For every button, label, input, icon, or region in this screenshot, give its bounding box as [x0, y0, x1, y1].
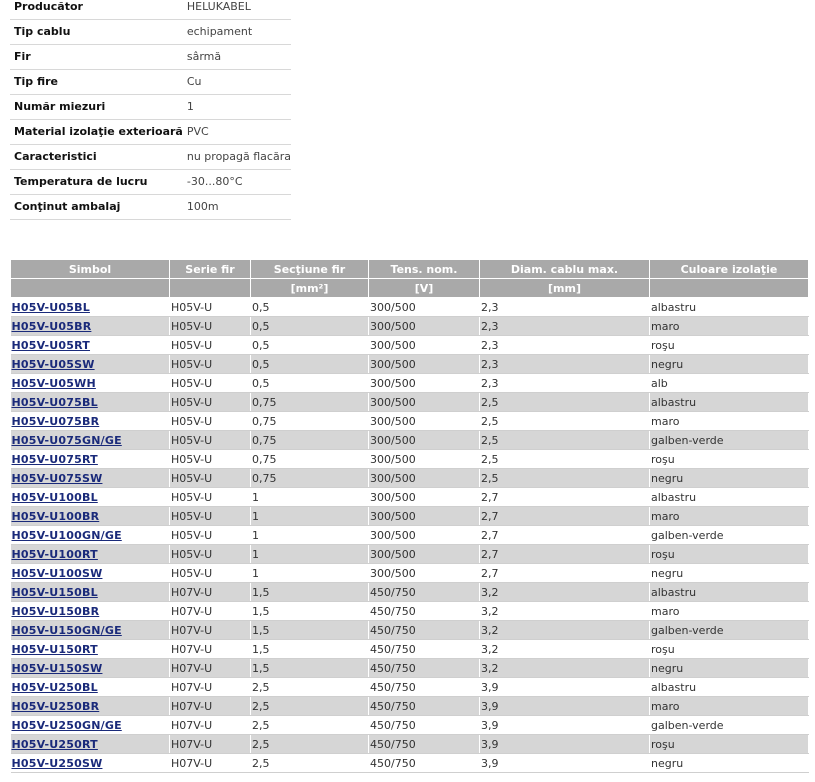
simbol-cell [11, 298, 170, 317]
spec-label: Temperatura de lucru [10, 169, 183, 194]
simbol-cell [11, 469, 170, 488]
diam-cell: 3,9 [480, 716, 650, 735]
simbol-cell [11, 355, 170, 374]
serie-fir-cell: H07V-U [170, 716, 251, 735]
culoare-cell: maro [650, 697, 809, 716]
table-row [11, 374, 809, 393]
simbol-cell [11, 545, 170, 564]
table-row [11, 317, 809, 336]
serie-fir-cell: H05V-U [170, 545, 251, 564]
sectiune-cell: 2,5 [251, 678, 369, 697]
simbol-cell [11, 374, 170, 393]
culoare-cell: maro [650, 602, 809, 621]
diam-cell: 2,5 [480, 393, 650, 412]
spec-value: echipament [183, 19, 291, 44]
spec-table [10, 0, 291, 220]
sectiune-cell: 1 [251, 545, 369, 564]
product-link[interactable]: H05V-U150BL [11, 585, 98, 599]
culoare-cell: albastru [650, 678, 809, 697]
sectiune-cell: 0,5 [251, 374, 369, 393]
tens-nom-cell: 450/750 [369, 716, 480, 735]
diam-cell: 2,5 [480, 431, 650, 450]
serie-fir-cell: H05V-U [170, 431, 251, 450]
tens-nom-cell: 450/750 [369, 659, 480, 678]
sectiune-cell: 2,5 [251, 697, 369, 716]
spec-label: Număr miezuri [10, 94, 183, 119]
simbol-cell [11, 507, 170, 526]
simbol-cell [11, 640, 170, 659]
serie-fir-cell: H07V-U [170, 602, 251, 621]
sectiune-cell: 1,5 [251, 659, 369, 678]
serie-fir-cell: H05V-U [170, 488, 251, 507]
spec-value: PVC [183, 119, 291, 144]
diam-cell: 2,3 [480, 374, 650, 393]
diam-cell: 2,3 [480, 355, 650, 374]
sectiune-cell: 1 [251, 488, 369, 507]
tens-nom-cell: 450/750 [369, 697, 480, 716]
tens-nom-cell: 300/500 [369, 298, 480, 317]
sectiune-cell: 1,5 [251, 621, 369, 640]
product-link[interactable]: H05V-U100RT [11, 547, 98, 561]
tens-nom-cell: 450/750 [369, 640, 480, 659]
simbol-cell [11, 317, 170, 336]
sectiune-cell: 1,5 [251, 583, 369, 602]
serie-fir-cell: H07V-U [170, 659, 251, 678]
product-link[interactable]: H05V-U150GN/GE [11, 623, 122, 637]
serie-fir-cell: H07V-U [170, 621, 251, 640]
table-row [11, 678, 809, 697]
tens-nom-cell: 300/500 [369, 393, 480, 412]
tens-nom-cell: 300/500 [369, 336, 480, 355]
sectiune-cell: 0,75 [251, 412, 369, 431]
spec-row [10, 44, 291, 69]
diam-cell: 3,2 [480, 621, 650, 640]
unit-tens-nom: [V] [369, 279, 480, 298]
sectiune-cell: 0,5 [251, 317, 369, 336]
diam-cell: 3,2 [480, 583, 650, 602]
culoare-cell: albastru [650, 298, 809, 317]
table-row [11, 488, 809, 507]
diam-cell: 2,7 [480, 526, 650, 545]
culoare-cell: negru [650, 754, 809, 773]
column-header-diam-cablu[interactable]: Diam. cablu max. [480, 260, 650, 279]
diam-cell: 2,7 [480, 545, 650, 564]
sectiune-cell: 1,5 [251, 640, 369, 659]
tens-nom-cell: 450/750 [369, 678, 480, 697]
product-link[interactable]: H05V-U05BL [11, 300, 90, 314]
tens-nom-cell: 300/500 [369, 545, 480, 564]
product-link[interactable]: H05V-U075GN/GE [11, 433, 122, 447]
sectiune-cell: 0,75 [251, 450, 369, 469]
table-row [11, 640, 809, 659]
product-link[interactable]: H05V-U100GN/GE [11, 528, 122, 542]
sectiune-cell: 2,5 [251, 716, 369, 735]
table-row [11, 450, 809, 469]
product-link[interactable]: H05V-U250RT [11, 737, 98, 751]
simbol-cell [11, 450, 170, 469]
spec-value: -30...80°C [183, 169, 291, 194]
spec-label: Fir [10, 44, 183, 69]
serie-fir-cell: H07V-U [170, 583, 251, 602]
tens-nom-cell: 450/750 [369, 621, 480, 640]
product-link[interactable]: H05V-U150RT [11, 642, 98, 656]
sectiune-cell: 0,75 [251, 431, 369, 450]
culoare-cell: maro [650, 507, 809, 526]
simbol-cell [11, 583, 170, 602]
spec-value: nu propagă flacăra [183, 144, 291, 169]
spec-value: 100m [183, 194, 291, 219]
table-row [11, 621, 809, 640]
diam-cell: 2,5 [480, 412, 650, 431]
culoare-cell: negru [650, 659, 809, 678]
culoare-cell: roşu [650, 545, 809, 564]
serie-fir-cell: H05V-U [170, 450, 251, 469]
simbol-cell [11, 488, 170, 507]
product-link[interactable]: H05V-U05SW [11, 357, 95, 371]
unit-serie-fir [170, 279, 251, 298]
culoare-cell: negru [650, 564, 809, 583]
tens-nom-cell: 450/750 [369, 754, 480, 773]
spec-label: Tip cablu [10, 19, 183, 44]
sectiune-cell: 2,5 [251, 735, 369, 754]
diam-cell: 3,2 [480, 602, 650, 621]
diam-cell: 2,5 [480, 450, 650, 469]
serie-fir-cell: H05V-U [170, 564, 251, 583]
tens-nom-cell: 300/500 [369, 450, 480, 469]
tens-nom-cell: 450/750 [369, 583, 480, 602]
unit-simbol [11, 279, 170, 298]
product-table-body [11, 298, 809, 773]
simbol-cell [11, 678, 170, 697]
diam-cell: 3,2 [480, 640, 650, 659]
culoare-cell: albastru [650, 583, 809, 602]
culoare-cell: roşu [650, 336, 809, 355]
diam-cell: 3,9 [480, 735, 650, 754]
spec-table-body [10, 0, 291, 219]
spec-value: HELUKABEL [183, 0, 291, 19]
simbol-cell [11, 621, 170, 640]
column-header-simbol[interactable]: Simbol [11, 260, 170, 279]
culoare-cell: maro [650, 412, 809, 431]
table-row [11, 545, 809, 564]
simbol-cell [11, 393, 170, 412]
table-row [11, 754, 809, 773]
sectiune-cell: 1 [251, 507, 369, 526]
tens-nom-cell: 300/500 [369, 355, 480, 374]
product-table-header-row [11, 260, 809, 279]
serie-fir-cell: H05V-U [170, 317, 251, 336]
serie-fir-cell: H07V-U [170, 640, 251, 659]
product-link[interactable]: H05V-U075SW [11, 471, 103, 485]
culoare-cell: roşu [650, 450, 809, 469]
culoare-cell: alb [650, 374, 809, 393]
product-link[interactable]: H05V-U05WH [11, 376, 96, 390]
simbol-cell [11, 431, 170, 450]
spec-row [10, 69, 291, 94]
table-row [11, 507, 809, 526]
table-row [11, 659, 809, 678]
table-row [11, 469, 809, 488]
tens-nom-cell: 300/500 [369, 374, 480, 393]
table-row [11, 716, 809, 735]
diam-cell: 3,9 [480, 678, 650, 697]
sectiune-cell: 1,5 [251, 602, 369, 621]
simbol-cell [11, 564, 170, 583]
simbol-cell [11, 754, 170, 773]
spec-label: Tip fire [10, 69, 183, 94]
tens-nom-cell: 450/750 [369, 602, 480, 621]
simbol-cell [11, 697, 170, 716]
table-row [11, 412, 809, 431]
tens-nom-cell: 450/750 [369, 735, 480, 754]
product-table-units-row [11, 279, 809, 298]
simbol-cell [11, 412, 170, 431]
diam-cell: 2,3 [480, 298, 650, 317]
product-link[interactable]: H05V-U250BR [11, 699, 100, 713]
diam-cell: 2,7 [480, 488, 650, 507]
product-link[interactable]: H05V-U100BR [11, 509, 100, 523]
spec-value: sârmă [183, 44, 291, 69]
sectiune-cell: 0,5 [251, 355, 369, 374]
serie-fir-cell: H05V-U [170, 526, 251, 545]
product-link[interactable]: H05V-U100SW [11, 566, 103, 580]
tens-nom-cell: 300/500 [369, 526, 480, 545]
diam-cell: 3,9 [480, 754, 650, 773]
spec-value: Cu [183, 69, 291, 94]
sectiune-cell: 0,5 [251, 336, 369, 355]
table-row [11, 583, 809, 602]
culoare-cell: roşu [650, 735, 809, 754]
serie-fir-cell: H07V-U [170, 754, 251, 773]
product-link[interactable]: H05V-U05RT [11, 338, 91, 352]
culoare-cell: negru [650, 355, 809, 374]
unit-diam-cablu: [mm] [480, 279, 650, 298]
table-row [11, 355, 809, 374]
unit-culoare-izolatie [650, 279, 809, 298]
culoare-cell: negru [650, 469, 809, 488]
serie-fir-cell: H05V-U [170, 355, 251, 374]
simbol-cell [11, 659, 170, 678]
diam-cell: 2,7 [480, 564, 650, 583]
product-link[interactable]: H05V-U250GN/GE [11, 718, 122, 732]
product-link[interactable]: H05V-U250BL [11, 680, 98, 694]
column-header-sectiune-fir[interactable]: Secţiune fir [251, 260, 369, 279]
table-row [11, 336, 809, 355]
spec-row [10, 119, 291, 144]
serie-fir-cell: H05V-U [170, 412, 251, 431]
spec-row [10, 19, 291, 44]
table-row [11, 735, 809, 754]
simbol-cell [11, 526, 170, 545]
column-header-serie-fir[interactable]: Serie fir [170, 260, 251, 279]
product-link[interactable]: H05V-U150SW [11, 661, 103, 675]
table-row [11, 602, 809, 621]
serie-fir-cell: H05V-U [170, 374, 251, 393]
sectiune-cell: 2,5 [251, 754, 369, 773]
culoare-cell: galben-verde [650, 431, 809, 450]
tens-nom-cell: 300/500 [369, 431, 480, 450]
serie-fir-cell: H07V-U [170, 678, 251, 697]
culoare-cell: galben-verde [650, 716, 809, 735]
sectiune-cell: 1 [251, 526, 369, 545]
table-row [11, 431, 809, 450]
serie-fir-cell: H05V-U [170, 336, 251, 355]
table-row [11, 298, 809, 317]
sectiune-cell: 0,5 [251, 298, 369, 317]
simbol-cell [11, 716, 170, 735]
column-header-tens-nom[interactable]: Tens. nom. [369, 260, 480, 279]
diam-cell: 3,9 [480, 697, 650, 716]
column-header-culoare-izolatie[interactable]: Culoare izolaţie [650, 260, 809, 279]
spec-row [10, 169, 291, 194]
product-table [10, 259, 809, 773]
serie-fir-cell: H07V-U [170, 735, 251, 754]
diam-cell: 2,3 [480, 317, 650, 336]
tens-nom-cell: 300/500 [369, 488, 480, 507]
spec-row [10, 0, 291, 19]
diam-cell: 2,7 [480, 507, 650, 526]
culoare-cell: albastru [650, 393, 809, 412]
unit-sectiune-fir: [mm²] [251, 279, 369, 298]
table-row [11, 697, 809, 716]
tens-nom-cell: 300/500 [369, 507, 480, 526]
tens-nom-cell: 300/500 [369, 564, 480, 583]
serie-fir-cell: H05V-U [170, 298, 251, 317]
spec-label: Conţinut ambalaj [10, 194, 183, 219]
simbol-cell [11, 602, 170, 621]
spec-row [10, 94, 291, 119]
simbol-cell [11, 336, 170, 355]
product-link[interactable]: H05V-U100BL [11, 490, 98, 504]
product-link[interactable]: H05V-U075BL [11, 395, 98, 409]
product-link[interactable]: H05V-U075BR [11, 414, 100, 428]
table-row [11, 526, 809, 545]
diam-cell: 3,2 [480, 659, 650, 678]
serie-fir-cell: H07V-U [170, 697, 251, 716]
sectiune-cell: 1 [251, 564, 369, 583]
product-link[interactable]: H05V-U075RT [11, 452, 98, 466]
sectiune-cell: 0,75 [251, 393, 369, 412]
culoare-cell: albastru [650, 488, 809, 507]
spec-label: Producător [10, 0, 183, 19]
spec-row [10, 194, 291, 219]
spec-label: Material izolaţie exterioară [10, 119, 183, 144]
tens-nom-cell: 300/500 [369, 469, 480, 488]
sectiune-cell: 0,75 [251, 469, 369, 488]
spec-value: 1 [183, 94, 291, 119]
serie-fir-cell: H05V-U [170, 469, 251, 488]
table-row [11, 564, 809, 583]
tens-nom-cell: 300/500 [369, 412, 480, 431]
diam-cell: 2,5 [480, 469, 650, 488]
diam-cell: 2,3 [480, 336, 650, 355]
serie-fir-cell: H05V-U [170, 507, 251, 526]
culoare-cell: roşu [650, 640, 809, 659]
spec-row [10, 144, 291, 169]
product-link[interactable]: H05V-U250SW [11, 756, 103, 770]
simbol-cell [11, 735, 170, 754]
culoare-cell: maro [650, 317, 809, 336]
table-row [11, 393, 809, 412]
culoare-cell: galben-verde [650, 621, 809, 640]
spec-label: Caracteristici [10, 144, 183, 169]
product-link[interactable]: H05V-U05BR [11, 319, 92, 333]
tens-nom-cell: 300/500 [369, 317, 480, 336]
culoare-cell: galben-verde [650, 526, 809, 545]
product-link[interactable]: H05V-U150BR [11, 604, 100, 618]
serie-fir-cell: H05V-U [170, 393, 251, 412]
